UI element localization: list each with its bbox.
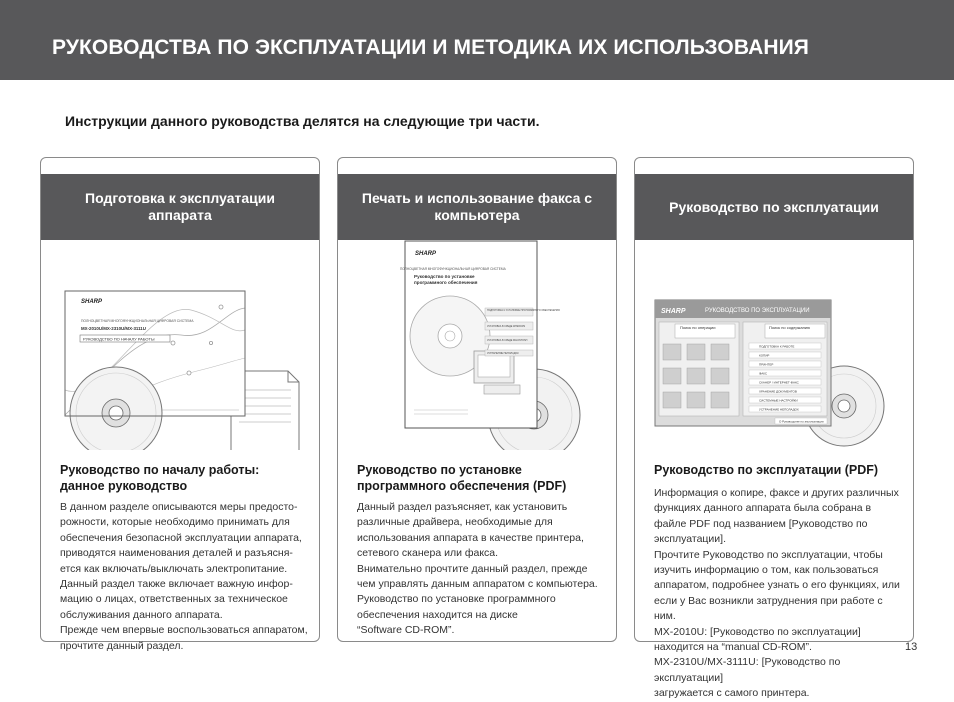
column-subtitle: Руководство по эксплуатации (PDF)	[654, 463, 879, 477]
manual-title: РУКОВОДСТВО ПО ЭКСПЛУАТАЦИИ	[705, 308, 810, 314]
column-body: В данном разделе описываются меры предосто- рожности, которые необходимо принимать для обеспечения безопасной эксплуатации аппарата, приводятся наименования деталей и разъясня- ется как включать/выключать электропитание. Данный раздел также включает важную инфор- мацию о лицах, ответственных за техническое обслуживания данного аппарата. Прежде чем впервые воспользоваться аппаратом, прочтите данный раздел.	[60, 501, 308, 652]
column-software-setup	[337, 157, 617, 642]
column-subtitle: Руководство по началу работы: данное руководство	[60, 463, 260, 493]
cover-models: MX-2010U/MX-2310U/MX-3111U	[81, 326, 146, 331]
svg-text:ПРИНТЕР: ПРИНТЕР	[759, 362, 774, 367]
cover-series: ПОЛНОЦВЕТНАЯ МНОГОФУНКЦИОНАЛЬНАЯ ЦИФРОВАЯ СИСТЕМА	[81, 319, 194, 323]
svg-text:ХРАНЕНИЕ ДОКУМЕНТОВ: ХРАНЕНИЕ ДОКУМЕНТОВ	[759, 389, 797, 394]
search-contents-label: Поиск по содержанию	[769, 325, 811, 330]
cover-menu-item: УСТАНОВКА В СРЕДЕ MACINTOSH	[487, 339, 528, 342]
search-operation-label: Поиск по операции	[680, 325, 716, 330]
page-number: 13	[905, 641, 918, 653]
cover-menu-item: ПОДГОТОВКА К УСТАНОВКЕ ПРОГРАММНОГО ОБЕСПЕЧЕНИЯ	[487, 309, 560, 312]
column-subtitle: Руководство по установке программного обеспечения (PDF)	[357, 463, 567, 493]
manual-footer: О Руководстве по эксплуатации	[779, 419, 824, 424]
page-title: РУКОВОДСТВА ПО ЭКСПЛУАТАЦИИ И МЕТОДИКА ИХ ИСПОЛЬЗОВАНИЯ	[52, 36, 809, 59]
intro-text: Инструкции данного руководства делятся на следующие три части.	[65, 113, 540, 129]
manual-thumbnail	[635, 240, 913, 450]
column-body: Информация о копире, факсе и других различных функциях данного аппарата была собрана в файле PDF под названием [Руководство по эксплуатации]. Прочтите Руководство по эксплуатации, чтобы изучить информацию о том, как пользоваться аппаратом, подробнее узнать о его функциях, или если у Вас возникли затруднения при работе с ним. MX-2010U: [Руководство по эксплуатации] находится на “manual CD-ROM”. MX-2310U/MX-3111U: [Руководство по эксплуатации] загружается с самого принтера.	[654, 487, 900, 700]
svg-text:СИСТЕМНЫЕ НАСТРОЙКИ: СИСТЕМНЫЕ НАСТРОЙКИ	[759, 398, 798, 403]
column-body: Данный раздел разъясняет, как установить различные драйвера, необходимые для использования аппарата в качестве принтера, сетевого сканера или факса. Внимательно прочтите данный раздел, прежде чем управлять данным аппаратом с компьютера. Руководство по установке программного обеспечения находится на диске “Software CD-ROM”.	[357, 501, 598, 637]
svg-text:СКАНЕР / ИНТЕРНЕТ-ФАКС: СКАНЕР / ИНТЕРНЕТ-ФАКС	[759, 380, 799, 385]
header-banner	[0, 0, 954, 80]
brand-logo: SHARP	[661, 308, 686, 315]
svg-text:КОПИР: КОПИР	[759, 353, 770, 358]
svg-text:ФАКС: ФАКС	[759, 371, 768, 376]
brand-logo: SHARP	[415, 251, 437, 257]
cover-title-line1: Руководство по установке	[414, 274, 475, 279]
cover-series: ПОЛНОЦВЕТНАЯ МНОГОФУНКЦИОНАЛЬНАЯ ЦИФРОВАЯ СИСТЕМА	[400, 267, 506, 271]
column-header: Печать и использование факса с компьютера	[338, 174, 616, 240]
guide-thumbnail	[41, 240, 319, 450]
cover-title-line2: программного обеспечения	[414, 280, 478, 285]
column-getting-started	[40, 157, 320, 652]
cover-label: РУКОВОДСТВО ПО НАЧАЛУ РАБОТЫ	[83, 336, 155, 342]
software-guide-thumbnail	[338, 240, 616, 450]
cover-menu-item: УСТРАНЕНИЕ НЕПОЛАДОК	[487, 352, 519, 355]
column-header: Подготовка к эксплуатации аппарата	[41, 174, 319, 240]
svg-text:ПОДГОТОВКА К РАБОТЕ: ПОДГОТОВКА К РАБОТЕ	[759, 344, 795, 349]
cover-menu-item: УСТАНОВКА В СРЕДЕ WINDOWS	[487, 325, 526, 328]
manual-screen	[655, 300, 831, 426]
svg-text:УСТРАНЕНИЕ НЕПОЛАДОК: УСТРАНЕНИЕ НЕПОЛАДОК	[759, 407, 799, 412]
column-header: Руководство по эксплуатации	[635, 174, 913, 240]
brand-logo: SHARP	[81, 299, 103, 305]
software-guide-cover	[400, 241, 560, 428]
